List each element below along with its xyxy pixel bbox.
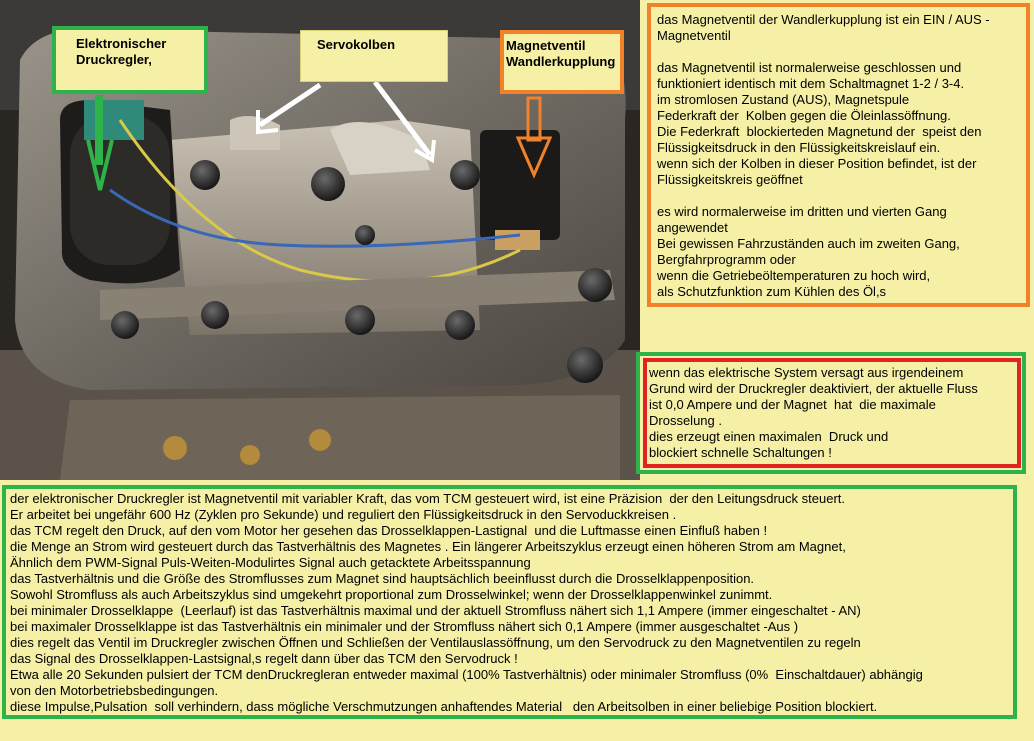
label-servokolben-text: Servokolben [317, 37, 396, 52]
panel-line: Etwa alle 20 Sekunden pulsiert der TCM denDruckregleran entweder maximal (100% Tastverhältnis) oder minimaler Stromfluss (0% Einschaltdauer) abhängig [10, 667, 923, 682]
panel-line: Sowohl Stromfluss als auch Arbeitszyklus sind umgekehrt proportional zum Drosselwinkel; wenn der Drosselklappenwinkel zunimmt. [10, 587, 773, 602]
panel-line [657, 44, 1026, 60]
panel-line: das Magnetventil ist normalerweise geschlossen und [657, 60, 962, 75]
panel-line: Er arbeitet bei ungefähr 600 Hz (Zyklen pro Sekunde) und reguliert den Flüssigkeitsdruck in den Servoduckkreisen . [10, 507, 677, 522]
panel-line: die Menge an Strom wird gesteuert durch das Tastverhältnis des Magnetes . Ein längerer Arbeitszyklus erzeugt einen höheren Strom am Magnet, [10, 539, 846, 554]
panel-line: angewendet [657, 220, 728, 235]
bottom-description-panel [2, 485, 1017, 719]
panel-line: Drosselung . [649, 413, 722, 428]
panel-line: wenn das elektrische System versagt aus irgendeinem [649, 365, 964, 380]
label-druckregler-line: Elektronischer [76, 36, 167, 51]
panel-line: wenn die Getriebeöltemperaturen zu hoch wird, [657, 268, 931, 283]
label-druckregler [52, 26, 208, 94]
panel-line: funktioniert identisch mit dem Schaltmagnet 1-2 / 3-4. [657, 76, 965, 91]
panel-line: dies regelt das Ventil im Druckregler zwischen Öffnen und Schließen der Ventilauslassöffnung, um den Servodruck zu den Magnetventilen zu regeln [10, 635, 861, 650]
orange-info-panel [647, 3, 1030, 307]
label-wandler-line: Magnetventil [506, 38, 586, 53]
panel-line: Bergfahrprogramm oder [657, 252, 796, 267]
panel-line: Ähnlich dem PWM-Signal Puls-Weiten-Modulirtes Signal auch getacktete Arbeitsspannung [10, 555, 531, 570]
panel-line: Flüssigkeitsdruck in den Flüssigkeitskreislauf ein. [657, 140, 941, 155]
panel-line: blockiert schnelle Schaltungen ! [649, 445, 832, 460]
panel-line: es wird normalerweise im dritten und vierten Gang [657, 204, 947, 219]
panel-line: von den Motorbetriebsbedingungen. [10, 683, 219, 698]
panel-line: ist 0,0 Ampere und der Magnet hat die maximale [649, 397, 936, 412]
panel-line: Die Federkraft blockierteden Magnetund der speist den [657, 124, 982, 139]
label-wandler-line: Wandlerkupplung [506, 54, 616, 69]
red-warning-panel [643, 358, 1021, 468]
panel-line: diese Impulse,Pulsation soll verhindern, dass mögliche Verschmutzungen anhaftendes Material den Arbeitsolben in einer beliebige Position blockiert. [10, 699, 878, 714]
panel-line: bei maximaler Drosselklappe ist das Tastverhältnis ein minimaler und der Stromfluss nähert sich 0,1 Ampere (immer ausgeschaltet -Aus ) [10, 619, 799, 634]
panel-line: das Magnetventil der Wandlerkupplung ist ein EIN / AUS - [657, 12, 990, 27]
label-servokolben [300, 30, 448, 82]
panel-line: das TCM regelt den Druck, auf den vom Motor her gesehen das Drosselklappen-Lastignal und die Luftmasse einen Einfluß haben ! [10, 523, 768, 538]
panel-line [657, 188, 1026, 204]
label-druckregler-line: Druckregler, [76, 52, 152, 67]
panel-line: das Tastverhältnis und die Größe des Stromflusses zum Magnet sind hauptsächlich beeinflusst durch die Drosselklappenposition. [10, 571, 755, 586]
panel-line: der elektronischer Druckregler ist Magnetventil mit variabler Kraft, das vom TCM gesteuert wird, ist eine Präzision der den Leitungsdruck steuert. [10, 491, 846, 506]
panel-line: als Schutzfunktion zum Kühlen des Öl,s [657, 284, 887, 299]
panel-line: Magnetventil [657, 28, 731, 43]
panel-line: Bei gewissen Fahrzuständen auch im zweiten Gang, [657, 236, 960, 251]
panel-line: Federkraft der Kolben gegen die Öleinlassöffnung. [657, 108, 951, 123]
panel-line: Flüssigkeitskreis geöffnet [657, 172, 803, 187]
panel-line: Grund wird der Druckregler deaktiviert, der aktuelle Fluss [649, 381, 978, 396]
panel-line: das Signal des Drosselklappen-Lastsignal,s regelt dann über das TCM den Servodruck ! [10, 651, 518, 666]
panel-line: bei minimaler Drosselklappe (Leerlauf) ist das Tastverhältnis maximal und der aktuell Stromfluss nähert sich 1,1 Ampere (immer eingeschaltet - AN) [10, 603, 861, 618]
panel-line: im stromlosen Zustand (AUS), Magnetspule [657, 92, 910, 107]
label-wandlerkupplung [500, 30, 624, 94]
panel-line: dies erzeugt einen maximalen Druck und [649, 429, 889, 444]
panel-line: wenn sich der Kolben in dieser Position befindet, ist der [657, 156, 977, 171]
